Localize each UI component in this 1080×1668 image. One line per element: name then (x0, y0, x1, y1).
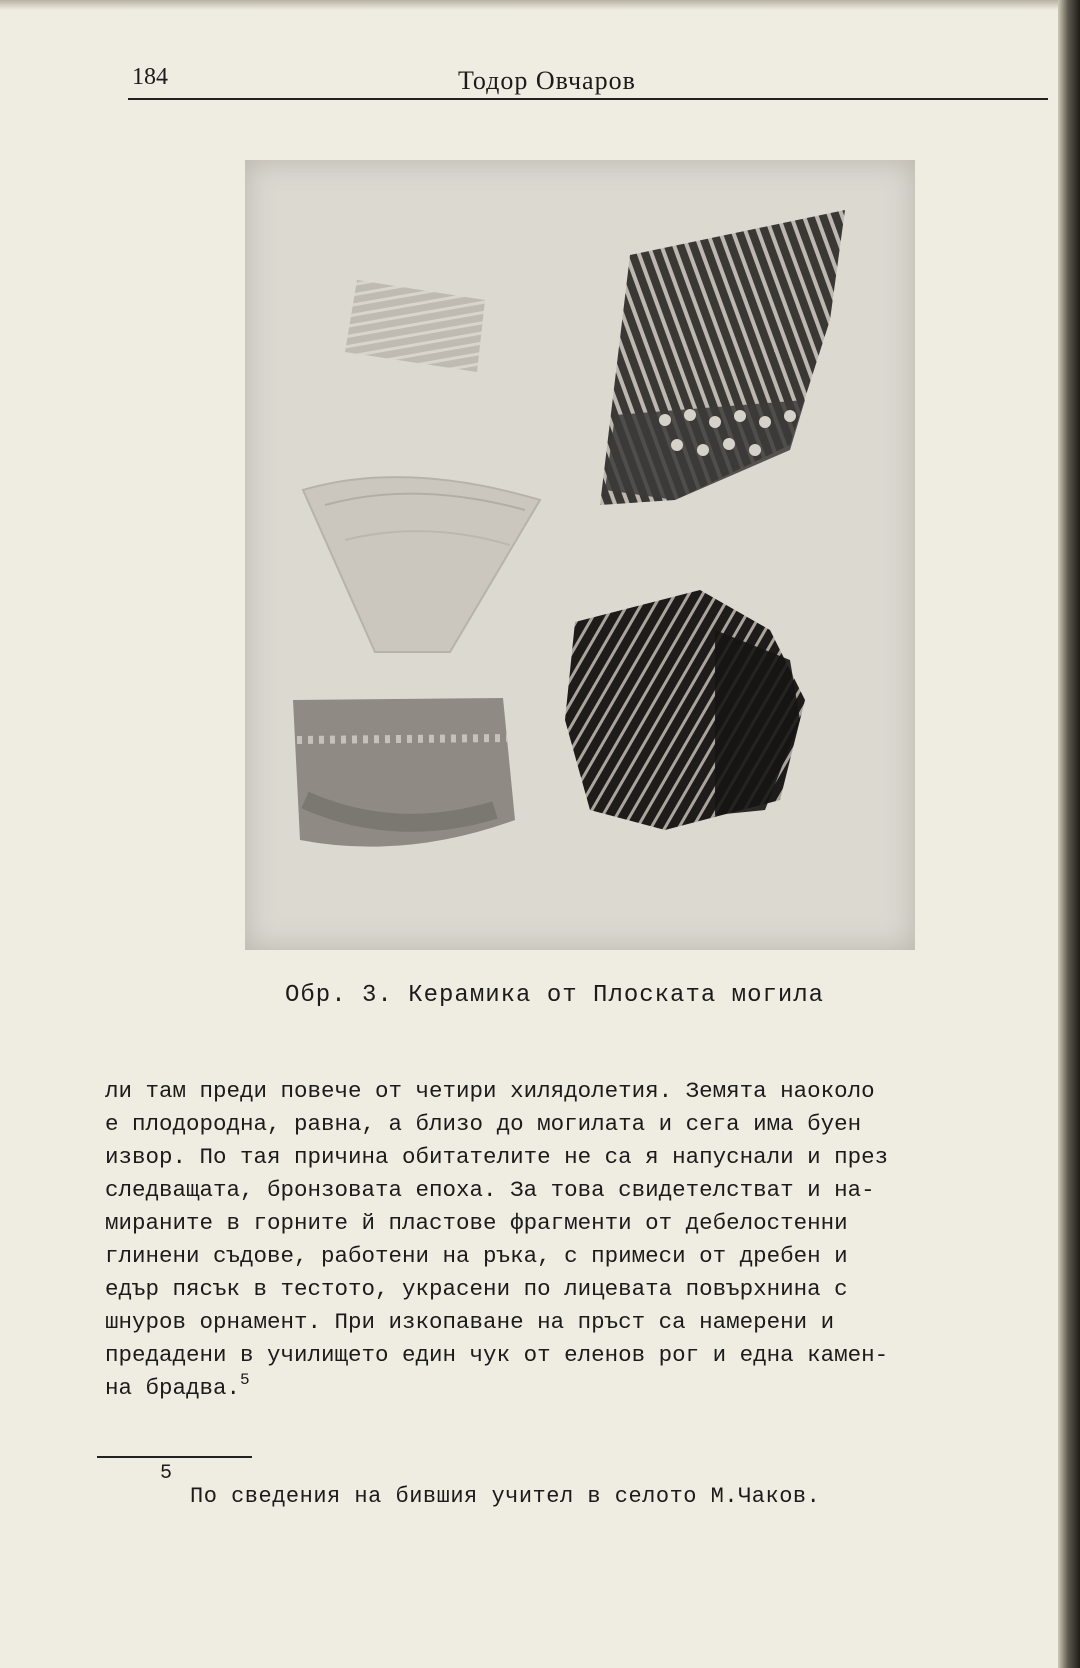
pottery-photograph (245, 160, 915, 950)
text-line-content: на брадва. (105, 1375, 241, 1401)
page-number: 184 (132, 64, 168, 90)
pottery-fragments-image (245, 160, 915, 950)
text-line: следващата, бронзовата епоха. За това свидетелстват и на- (105, 1177, 875, 1203)
page-top-shadow (0, 0, 1080, 10)
sherd-top-left (345, 280, 485, 372)
text-line: глинени съдове, работени на ръка, с примеси от дребен и (105, 1243, 848, 1269)
text-line: шнуров орнамент. При изкопаване на пръст са намерени и (105, 1309, 835, 1335)
text-line: едър пясък в тестото, украсени по лицевата повърхнина с (105, 1276, 848, 1302)
header-rule (128, 98, 1048, 100)
text-line: извор. По тая причина обитателите не са я напуснали и през (105, 1144, 889, 1170)
sherd-middle-left (303, 477, 540, 652)
text-line: е плодородна, равна, а близо до могилата и сега има буен (105, 1111, 862, 1137)
running-title: Тодор Овчаров (458, 66, 636, 95)
text-line-last (105, 1372, 1035, 1405)
text-line: мираните в горните й пластове фрагменти от дебелостенни (105, 1210, 848, 1236)
figure-caption: Обр. 3. Керамика от Плоската могила (285, 982, 825, 1009)
footnote-reference: 5 (240, 1371, 250, 1389)
footnote-number: 5 (160, 1462, 173, 1485)
running-head (128, 60, 1048, 100)
page-binding-edge (1058, 0, 1080, 1668)
footnote-rule (97, 1456, 252, 1458)
footnote-text: По сведения на бившия учител в селото М.Чаков. (190, 1484, 821, 1509)
text-line: ли там преди повече от четири хилядолетия. Земята наоколо (105, 1078, 875, 1104)
body-paragraph (105, 1075, 1035, 1405)
text-line: предадени в училището един чук от еленов рог и една камен- (105, 1342, 889, 1368)
